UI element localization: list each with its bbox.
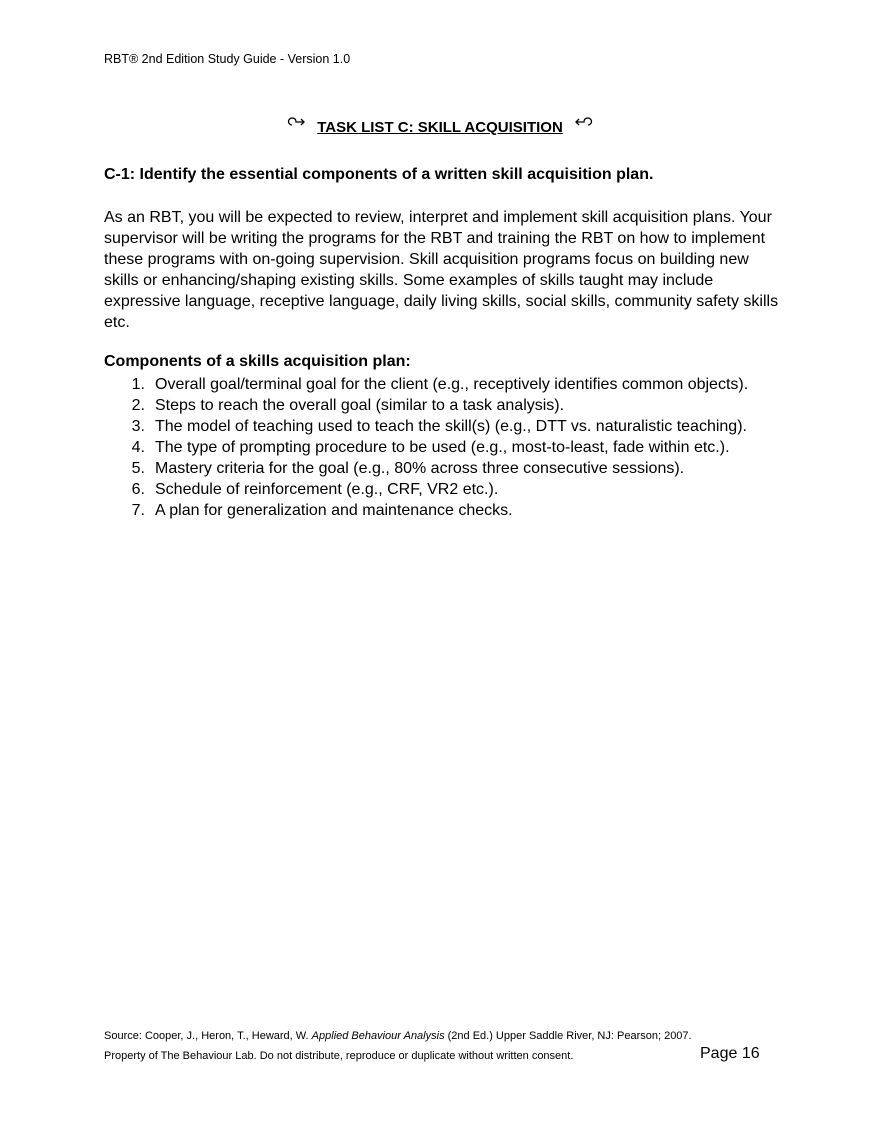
components-list: [104, 374, 748, 521]
item-text: Overall goal/terminal goal for the client (e.g., receptively identifies common objects).: [155, 376, 749, 393]
source-citation: [104, 1030, 692, 1042]
citation-authors: Source: Cooper, J., Heron, T., Heward, W.: [104, 1030, 312, 1042]
item-number: 6.: [131, 481, 145, 498]
loop-arrow-left-icon: [573, 119, 593, 136]
item-text: The model of teaching used to teach the skill(s) (e.g., DTT vs. naturalistic teaching).: [155, 418, 747, 435]
item-text: Schedule of reinforcement (e.g., CRF, VR2 etc.).: [155, 481, 499, 498]
item-number: 2.: [131, 397, 145, 414]
item-number: 5.: [131, 460, 145, 477]
list-item: [104, 395, 748, 416]
copyright-notice: Property of The Behaviour Lab. Do not distribute, reproduce or duplicate without written consent.: [104, 1050, 574, 1062]
page-number: Page 16: [700, 1045, 760, 1062]
item-number: 4.: [131, 439, 145, 456]
citation-title: Applied Behaviour Analysis: [311, 1030, 445, 1042]
item-number: 7.: [131, 502, 145, 519]
citation-publisher: (2nd Ed.) Upper Saddle River, NJ: Pearson; 2007.: [444, 1030, 692, 1042]
list-item: [104, 458, 748, 479]
title-text: TASK LIST C: SKILL ACQUISITION: [317, 119, 563, 136]
loop-arrow-right-icon: [287, 119, 307, 136]
item-text: The type of prompting procedure to be used (e.g., most-to-least, fade within etc.).: [155, 439, 730, 456]
list-item: [104, 500, 748, 521]
section-heading: C-1: Identify the essential components of a written skill acquisition plan.: [104, 166, 654, 183]
item-text: A plan for generalization and maintenance checks.: [155, 502, 513, 519]
page-title: [0, 116, 880, 136]
list-item: [104, 437, 748, 458]
running-header: RBT® 2nd Edition Study Guide - Version 1.0: [104, 52, 351, 66]
components-heading: Components of a skills acquisition plan:: [104, 353, 411, 370]
item-number: 3.: [131, 418, 145, 435]
item-text: Mastery criteria for the goal (e.g., 80% across three consecutive sessions).: [155, 460, 685, 477]
list-item: [104, 416, 748, 437]
list-item: [104, 479, 748, 500]
list-item: [104, 374, 748, 395]
item-number: 1.: [131, 376, 145, 393]
item-text: Steps to reach the overall goal (similar to a task analysis).: [155, 397, 565, 414]
intro-paragraph: As an RBT, you will be expected to review, interpret and implement skill acquisition plans. Your supervisor will be writing the programs for the RBT and training the RBT on how to implement these programs with on-going supervision. Skill acquisition programs focus on building new skills or enhancing/shaping existing skills. Some examples of skills taught may include expressive language, receptive language, daily living skills, social skills, community safety skills etc.: [104, 209, 779, 331]
